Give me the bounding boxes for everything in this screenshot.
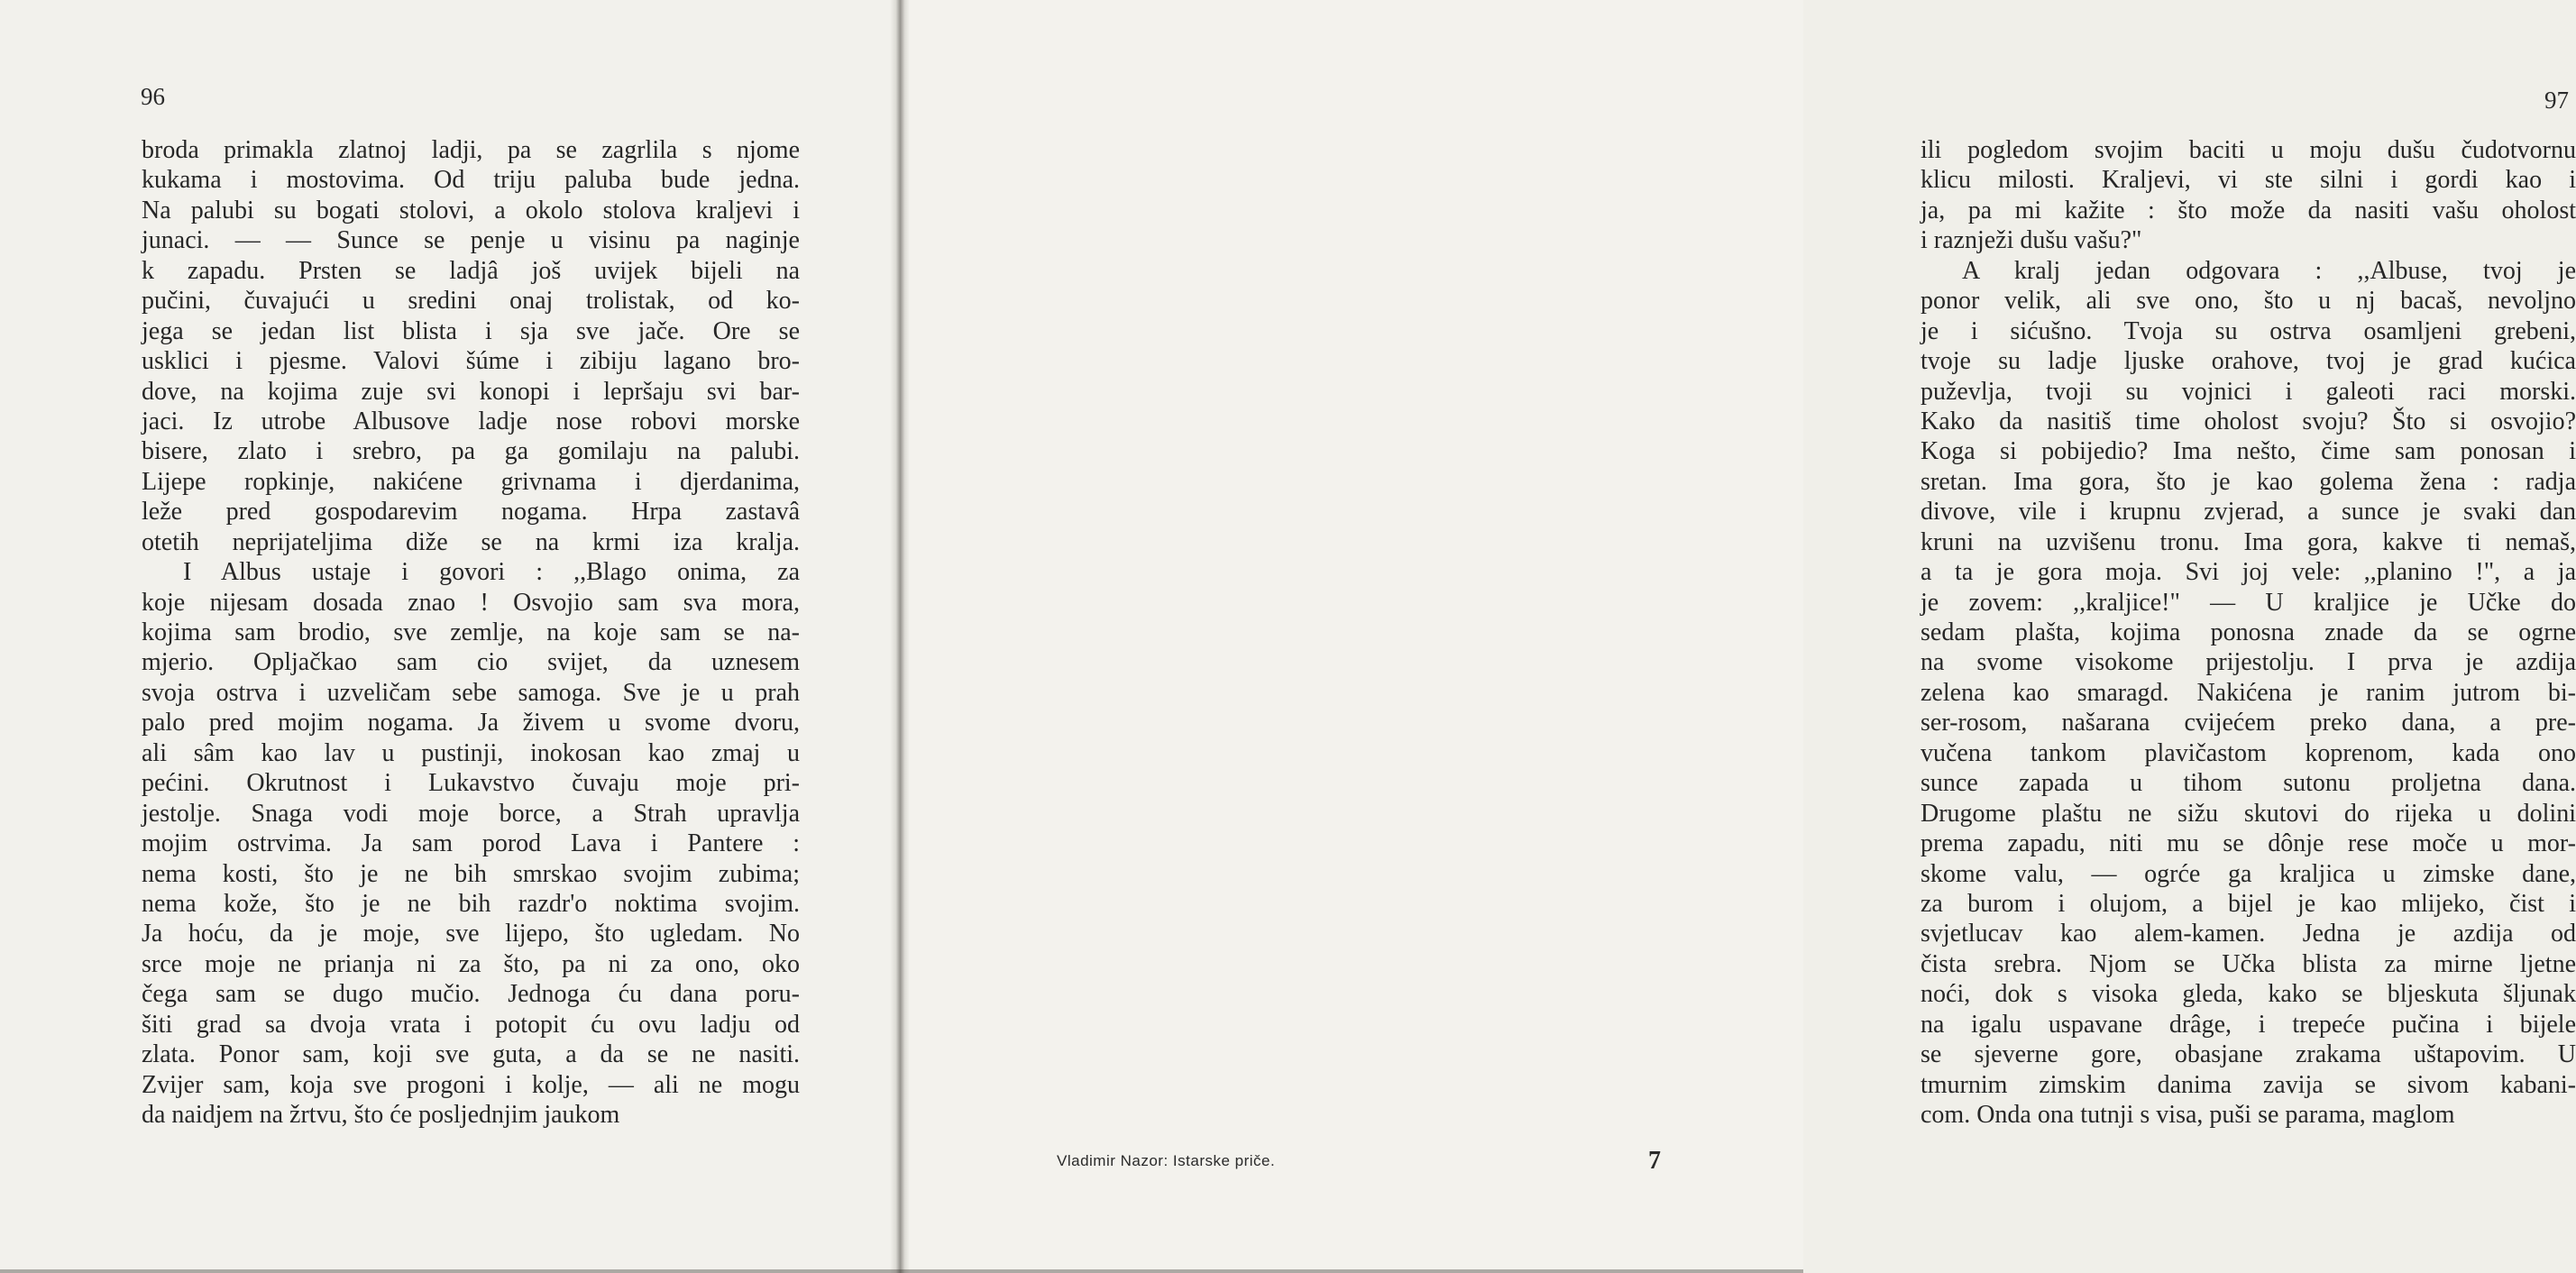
- text-line: i raznježi dušu vašu?": [1921, 226, 2142, 255]
- text-line: zlata. Ponor sam, koji sve guta, a da se ne nasiti.: [142, 1040, 800, 1069]
- text-line: za burom i olujom, a bijel je kao mlijeko, čist i: [1921, 889, 2576, 918]
- text-line: kruni na uzvišenu tronu. Ima gora, kakve ti nemaš,: [1921, 527, 2576, 556]
- text-line: mojim ostrvima. Ja sam porod Lava i Pantere :: [142, 829, 800, 858]
- text-line: sedam plašta, kojima ponosna znade da se ogrne: [1921, 618, 2576, 646]
- text-line: je zovem: ,,kraljice!" — U kraljice je Učke do: [1921, 588, 2576, 617]
- text-line: dove, na kojima zuje svi konopi i lepršaju svi bar-: [142, 377, 800, 406]
- text-line: mjerio. Opljačkao sam cio svijet, da uznesem: [142, 648, 800, 677]
- text-line: klicu milosti. Kraljevi, vi ste silni i gordi kao i: [1921, 166, 2576, 195]
- text-line: jaci. Iz utrobe Albusove ladje nose robovi morske: [142, 407, 800, 435]
- text-line: jestolje. Snaga vodi moje borce, a Strah upravlja: [142, 799, 800, 828]
- text-line: sretan. Ima gora, što je kao golema žena : radja: [1921, 467, 2576, 496]
- text-line: ali sâm kao lav u pustinji, inokosan kao zmaj u: [142, 738, 800, 767]
- text-line: ser-rosom, našarana cvijećem preko dana, a pre-: [1921, 709, 2576, 737]
- text-line: k zapadu. Prsten se ladjâ još uvijek bijeli na: [142, 256, 800, 285]
- left-page-text: [142, 135, 800, 1130]
- text-line: Ja hoću, da je moje, sve lijepo, što ugledam. No: [142, 920, 800, 948]
- text-line: junaci. — — Sunce se penje u visinu pa naginje: [142, 226, 800, 255]
- footer-caption: Vladimir Nazor: Istarske priče.: [1057, 1152, 1276, 1169]
- text-line: usklici i pjesme. Valovi šúme i zibiju lagano bro-: [142, 347, 800, 376]
- text-line: noći, dok s visoka gleda, kako se bljeskuta šljunak: [1921, 980, 2576, 1009]
- text-line: nema kosti, što je ne bih smrskao svojim zubima;: [142, 859, 800, 888]
- text-line: puževlja, tvoji su vojnici i galeoti raci morski.: [1921, 377, 2576, 406]
- right-page: [902, 0, 2576, 1273]
- text-line: da naidjem na žrtvu, što će posljednjim jaukom: [142, 1101, 620, 1129]
- text-line: divove, vile i krupnu zvjerad, a sunce je svaki dan: [1921, 498, 2576, 527]
- text-line: zelena kao smaragd. Nakićena je ranim jutrom bi-: [1921, 678, 2576, 707]
- text-line: com. Onda ona tutnji s visa, puši se parama, maglom: [1921, 1101, 2455, 1129]
- text-line: broda primakla zlatnoj ladji, pa se zagrlila s njome: [142, 136, 800, 164]
- text-line: tmurnim zimskim danima zavija se sivom kabani-: [1921, 1070, 2576, 1099]
- text-line: A kralj jedan odgovara : ,,Albuse, tvoj je: [1962, 256, 2576, 285]
- text-line: Lijepe ropkinje, nakićene grivnama i djerdanima,: [142, 467, 800, 496]
- text-line: bisere, zlato i srebro, pa ga gomilaju na palubi.: [142, 437, 800, 466]
- text-line: šiti grad sa dvoja vrata i potopit ću ovu ladju od: [142, 1010, 800, 1039]
- text-line: leže pred gospodarevim nogama. Hrpa zastavâ: [142, 498, 800, 527]
- left-page: [0, 0, 902, 1273]
- text-line: je i sićušno. Tvoja su ostrva osamljeni grebeni,: [1921, 316, 2576, 345]
- text-line: pučini, čuvajući u sredini onaj trolistak, od ko-: [142, 287, 800, 316]
- page-bottom-edge: [0, 1269, 1803, 1273]
- text-line: Koga si pobijedio? Ima nešto, čime sam ponosan i: [1921, 437, 2576, 466]
- text-line: ili pogledom svojim baciti u moju dušu čudotvornu: [1921, 136, 2576, 164]
- text-line: a ta je gora moja. Svi joj vele: ,,planino !", a ja: [1921, 558, 2576, 587]
- text-line: skome valu, — ogrće ga kraljica u zimske dane,: [1921, 859, 2576, 888]
- text-line: koje nijesam dosada znao ! Osvojio sam sva mora,: [142, 588, 800, 617]
- text-line: tvoje su ladje ljuske orahove, tvoj je grad kućica: [1921, 347, 2576, 376]
- text-line: na igalu uspavane drâge, i trepeće pučina i bijele: [1921, 1010, 2576, 1039]
- signature-mark: 7: [1648, 1147, 1661, 1175]
- text-line: svoja ostrva i uzveličam sebe samoga. Sve je u prah: [142, 678, 800, 707]
- book-gutter: [890, 0, 910, 1273]
- text-line: sunce zapada u tihom sutonu proljetna dana.: [1921, 769, 2576, 798]
- text-line: Zvijer sam, koja sve progoni i kolje, — ali ne mogu: [142, 1070, 800, 1099]
- text-line: kukama i mostovima. Od triju paluba bude jedna.: [142, 166, 800, 195]
- text-line: ja, pa mi kažite : što može da nasiti vašu oholost: [1921, 196, 2576, 224]
- text-line: pećini. Okrutnost i Lukavstvo čuvaju moje pri-: [142, 769, 800, 798]
- text-line: palo pred mojim nogama. Ja živem u svome dvoru,: [142, 709, 800, 737]
- text-line: prema zapadu, niti mu se dônje rese moče u mor-: [1921, 829, 2576, 858]
- text-line: se sjeverne gore, obasjane zrakama uštapovim. U: [1921, 1040, 2576, 1069]
- text-line: ponor velik, ali sve ono, što u nj bacaš, nevoljno: [1921, 287, 2576, 316]
- text-line: Drugome plaštu ne sižu skutovi do rijeka u dolini: [1921, 799, 2576, 828]
- text-line: Kako da nasitiš time oholost svoju? Što si osvojio?: [1921, 407, 2576, 435]
- text-line: čega sam se dugo mučio. Jednoga ću dana poru-: [142, 980, 800, 1009]
- text-line: vučena tankom plavičastom koprenom, kada ono: [1921, 738, 2576, 767]
- right-page-text: [1921, 135, 2576, 1130]
- text-line: I Albus ustaje i govori : ,,Blago onima, za: [183, 558, 800, 587]
- text-line: otetih neprijateljima diže se na krmi iza kralja.: [142, 527, 800, 556]
- page-number-left: 96: [141, 83, 165, 110]
- text-line: čista srebra. Njom se Učka blista za mirne ljetne: [1921, 949, 2576, 978]
- text-line: jega se jedan list blista i sja sve jače. Ore se: [142, 316, 800, 345]
- text-line: svjetlucav kao alem-kamen. Jedna je azdija od: [1921, 920, 2576, 948]
- text-line: kojima sam brodio, sve zemlje, na koje sam se na-: [142, 618, 800, 646]
- text-line: na svome visokome prijestolju. I prva je azdija: [1921, 648, 2576, 677]
- text-line: Na palubi su bogati stolovi, a okolo stolova kraljevi i: [142, 196, 800, 224]
- text-line: nema kože, što je ne bih razdr'o noktima svojim.: [142, 889, 800, 918]
- text-line: srce moje ne prianja ni za što, pa ni za ono, oko: [142, 949, 800, 978]
- page-number-right: 97: [2544, 87, 2569, 114]
